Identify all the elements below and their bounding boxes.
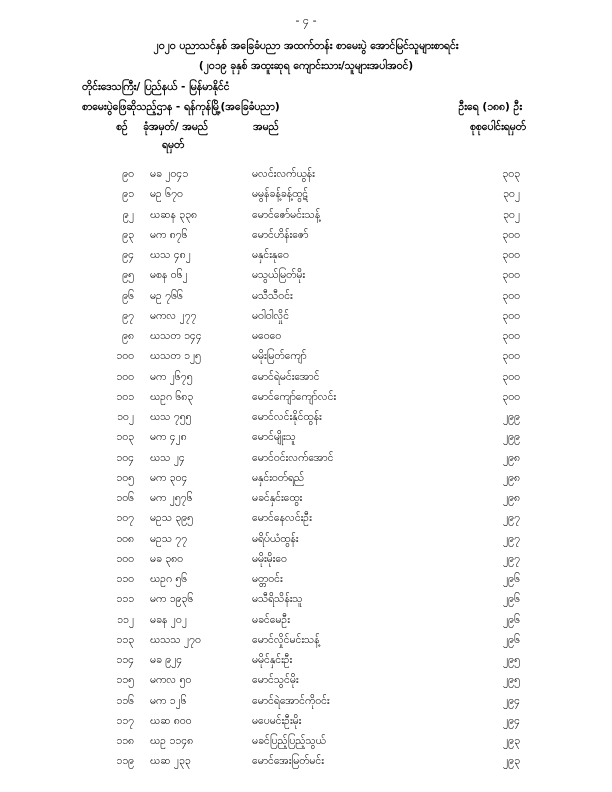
name-cell: မောင်ကျော်ကျော်လင်း bbox=[252, 390, 337, 403]
serial-no-cell: ၉၈ bbox=[122, 330, 134, 342]
serial-no-cell: ၉၇ bbox=[122, 309, 134, 322]
roll-number-cell: ဃဆ ၈၀၀ bbox=[150, 714, 192, 727]
serial-no-cell: ၁၀၂ bbox=[117, 411, 134, 423]
serial-no-cell: ၉၂ bbox=[122, 208, 134, 221]
name-cell: မမိုးမြတ်ကျော် bbox=[252, 350, 307, 363]
table-row bbox=[0, 330, 612, 350]
serial-no-cell: ၁၀၄ bbox=[116, 451, 134, 464]
roll-number-cell: ဃသတ ၁၄၄ bbox=[150, 330, 202, 342]
serial-no-cell: ၁၁၆ bbox=[116, 694, 134, 707]
name-cell: မောင်ဝင်းလက်အောင် bbox=[252, 451, 334, 464]
name-cell: မခင်ပြည့်ပြည့်သွယ် bbox=[252, 735, 326, 747]
document-subtitle: (၂၀၁၉ ခုနှစ် အထူးဆုရ ကျောင်းသား/သူများအပါအဝင်) bbox=[198, 60, 414, 72]
name-cell: မခင်နှင်းထွေး bbox=[252, 492, 303, 504]
table-row bbox=[0, 310, 612, 330]
score-cell: ၂၉၃ bbox=[503, 755, 520, 768]
serial-no-cell: ၁၁၄ bbox=[116, 654, 134, 666]
results-table bbox=[0, 168, 612, 776]
roll-number-cell: မက ၂၆၇၅ bbox=[150, 370, 193, 383]
score-cell: ၂၉၆ bbox=[503, 633, 520, 646]
roll-number-cell: ဃဥဂ ၆၈၃ bbox=[150, 390, 194, 403]
serial-no-cell: ၉၃ bbox=[122, 228, 134, 241]
serial-no-cell: ၁၁၁ bbox=[116, 593, 134, 606]
name-cell: မောင်မျိုးသူ bbox=[252, 431, 296, 444]
name-cell: မနှင်းနုဝေ bbox=[252, 249, 289, 261]
table-row bbox=[0, 249, 612, 269]
name-cell: မောင်နေလင်းဦး bbox=[252, 512, 312, 525]
name-cell: မခင်မေဦး bbox=[252, 613, 290, 626]
roll-number-cell: မဥသ ၇၇ bbox=[150, 532, 188, 545]
serial-no-cell: ၁၀၃ bbox=[116, 431, 134, 444]
score-cell: ၂၉၇ bbox=[503, 532, 520, 545]
score-cell: ၃၀၀ bbox=[502, 350, 520, 363]
exam-center-line: စာမေးပွဲဖြေဆိုသည့်ဌာန - ရန်ကုန်မြို့(အခြေခံပညာ) bbox=[82, 101, 280, 113]
score-cell: ၂၉၆ bbox=[503, 593, 520, 606]
serial-no-cell: ၁၀၅ bbox=[116, 471, 134, 484]
score-cell: ၃၀၀ bbox=[502, 289, 520, 302]
name-cell: မဝေဝေ bbox=[252, 330, 282, 342]
table-row bbox=[0, 634, 612, 654]
name-cell: မဝါဝါလှိုင် bbox=[252, 309, 290, 322]
score-cell: ၂၉၈ bbox=[502, 471, 520, 484]
name-cell: မတ္တဝင်း bbox=[252, 573, 283, 585]
name-cell: မမိုင်နှင်းဦး bbox=[252, 654, 293, 666]
roll-number-cell: မစန ၀၆၂ bbox=[150, 269, 188, 282]
serial-no-cell: ၁၁၂ bbox=[117, 613, 134, 626]
serial-no-cell: ၁၀၀ bbox=[116, 350, 134, 363]
table-row bbox=[0, 431, 612, 451]
name-cell: မောင်အေးမြတ်မင်း bbox=[252, 755, 324, 768]
name-cell: မနှင်းဝတ်ရည် bbox=[252, 471, 305, 484]
roll-number-cell: ဃသ ၇၅၅ bbox=[150, 411, 192, 423]
table-row bbox=[0, 755, 612, 775]
score-cell: ၃၀၃ bbox=[502, 168, 520, 180]
roll-number-cell: မဥ ၆၇၀ bbox=[150, 188, 183, 201]
score-cell: ၂၉၅ bbox=[503, 654, 520, 666]
serial-no-cell: ၁၀၈ bbox=[116, 532, 134, 545]
roll-number-cell: ဃသ ၄၈၂ bbox=[150, 249, 191, 261]
table-row bbox=[0, 573, 612, 593]
score-cell: ၂၉၄ bbox=[503, 714, 520, 727]
roll-number-cell: မဥသ ၃၉၅ bbox=[150, 512, 194, 525]
table-row bbox=[0, 188, 612, 208]
name-cell: မမိုးမိုးဝေ bbox=[252, 552, 287, 565]
serial-no-cell: ၁၁၅ bbox=[116, 674, 134, 687]
roll-number-cell: ဃဆ ၂၃၃ bbox=[150, 755, 191, 768]
table-row bbox=[0, 452, 612, 472]
serial-no-cell: ၁၀၀ bbox=[116, 552, 134, 565]
serial-no-cell: ၁၀၁ bbox=[116, 390, 134, 403]
table-row bbox=[0, 553, 612, 573]
table-row bbox=[0, 533, 612, 553]
table-row bbox=[0, 593, 612, 613]
score-cell: ၂၉၃ bbox=[503, 735, 520, 747]
roll-number-cell: မခန ၂၀၂ bbox=[150, 613, 187, 626]
serial-no-cell: ၁၀၇ bbox=[116, 512, 134, 525]
roll-number-cell: မက ၄၂၈ bbox=[150, 431, 187, 444]
name-cell: မသီရိသိန်းသူ bbox=[252, 593, 303, 606]
roll-number-cell: ဃသတ ၁၂၅ bbox=[150, 350, 201, 363]
score-cell: ၃၀၂ bbox=[503, 188, 520, 201]
header-name: အမည် bbox=[253, 121, 279, 133]
roll-number-cell: ဃသ ၂၄ bbox=[150, 451, 185, 464]
header-total-score: စုစုပေါင်းရမှတ် bbox=[469, 121, 526, 133]
page-number: - ၄ - bbox=[295, 14, 317, 27]
table-row bbox=[0, 492, 612, 512]
score-cell: ၃၀၀ bbox=[502, 330, 520, 342]
serial-no-cell: ၉၀ bbox=[122, 168, 134, 180]
serial-no-cell: ၁၀၀ bbox=[116, 370, 134, 383]
roll-number-cell: ဃသသ ၂၇၀ bbox=[150, 633, 201, 646]
table-row bbox=[0, 654, 612, 674]
name-cell: မသီသီဝင်း bbox=[252, 289, 293, 302]
table-row bbox=[0, 229, 612, 249]
header-roll-number-line2: ရမှတ် bbox=[162, 139, 185, 151]
table-row bbox=[0, 674, 612, 694]
serial-no-cell: ၁၀၆ bbox=[116, 492, 134, 504]
document-title: ၂၀၂၀ ပညာသင်နှစ် အခြေခံပညာ အထက်တန်း စာမေးပွဲ အောင်မြင်သူများစာရင်း bbox=[153, 40, 459, 52]
score-cell: ၂၉၆ bbox=[503, 613, 520, 626]
name-cell: မောင်ရဲအောင်ကိုဝင်း bbox=[252, 694, 330, 707]
roll-number-cell: မက ၂၅၇၆ bbox=[150, 492, 193, 504]
roll-number-cell: မဥ ၇၆၆ bbox=[150, 289, 183, 302]
roll-number-cell: မက ၁၉၃၆ bbox=[150, 593, 194, 606]
name-cell: မောင်ဟိန်းဇော် bbox=[252, 228, 309, 241]
score-cell: ၂၉၅ bbox=[503, 674, 520, 687]
table-row bbox=[0, 411, 612, 431]
name-cell: မောင်သွင်မိုး bbox=[252, 674, 299, 687]
table-row bbox=[0, 472, 612, 492]
serial-no-cell: ၁၁၇ bbox=[116, 714, 134, 727]
roll-number-cell: ဃဥဂ ၅၆ bbox=[150, 573, 188, 585]
score-cell: ၂၉၈ bbox=[502, 492, 520, 504]
header-serial-no: စဉ် bbox=[116, 121, 128, 133]
name-cell: မောင်လင်းနိုင်ထွန်း bbox=[252, 411, 322, 423]
name-cell: မပေမင်းဦးမိုး bbox=[252, 714, 302, 727]
score-cell: ၂၉၇ bbox=[503, 552, 520, 565]
table-row bbox=[0, 715, 612, 735]
serial-no-cell: ၉၁ bbox=[122, 188, 134, 201]
roll-number-cell: ဃဆန ၃၃၈ bbox=[150, 208, 197, 221]
name-cell: မလင်းလက်ယွန်း bbox=[252, 168, 315, 180]
score-cell: ၂၉၄ bbox=[503, 694, 520, 707]
score-cell: ၃၀၀ bbox=[502, 370, 520, 383]
roll-number-cell: မက ၈၇၆ bbox=[150, 228, 188, 241]
serial-no-cell: ၁၁၉ bbox=[116, 755, 134, 768]
score-cell: ၃၀၀ bbox=[502, 390, 520, 403]
table-row bbox=[0, 168, 612, 188]
roll-number-cell: ဃဥ ၁၁၄၈ bbox=[150, 735, 194, 747]
table-row bbox=[0, 290, 612, 310]
table-row bbox=[0, 695, 612, 715]
serial-no-cell: ၉၆ bbox=[122, 289, 134, 302]
name-cell: မသွယ်မြတ်မိုး bbox=[252, 269, 305, 282]
table-row bbox=[0, 512, 612, 532]
table-row bbox=[0, 735, 612, 755]
table-row bbox=[0, 391, 612, 411]
name-cell: မောင်လှိုင်မင်းသန့် bbox=[252, 633, 320, 646]
serial-no-cell: ၁၁၀ bbox=[116, 573, 134, 585]
table-row bbox=[0, 614, 612, 634]
score-cell: ၃၀၂ bbox=[503, 208, 520, 221]
roll-number-cell: မက ၁၂၆ bbox=[150, 694, 187, 707]
score-cell: ၃၀၀ bbox=[502, 269, 520, 282]
roll-number-cell: မခ ၂၀၄၁ bbox=[150, 168, 189, 180]
score-cell: ၃၀၀ bbox=[502, 309, 520, 322]
name-cell: မောင်ဇော်မင်းသန့် bbox=[252, 208, 321, 221]
candidate-count: ဦးရေ (၁၈၈) ဦး bbox=[458, 101, 522, 113]
serial-no-cell: ၁၁၈ bbox=[116, 735, 134, 747]
roll-number-cell: မက ၃၀၄ bbox=[150, 471, 188, 484]
roll-number-cell: မကလ ၅၀ bbox=[150, 674, 192, 687]
score-cell: ၂၉၉ bbox=[503, 431, 520, 444]
header-roll-number: ခုံအမှတ်/ အမည် bbox=[143, 121, 209, 133]
score-cell: ၃၀၀ bbox=[502, 228, 520, 241]
name-cell: မောင်ရဲမင်းအောင် bbox=[252, 370, 320, 383]
score-cell: ၂၉၆ bbox=[503, 573, 520, 585]
table-row bbox=[0, 350, 612, 370]
name-cell: မရိပ်ယံထွန်း bbox=[252, 532, 299, 545]
score-cell: ၂၉၉ bbox=[503, 411, 520, 423]
score-cell: ၂၉၈ bbox=[502, 451, 520, 464]
serial-no-cell: ၉၄ bbox=[122, 249, 134, 261]
table-row bbox=[0, 209, 612, 229]
roll-number-cell: မခ ၉၂၄ bbox=[150, 654, 183, 666]
table-row bbox=[0, 269, 612, 289]
score-cell: ၃၀၀ bbox=[502, 249, 520, 261]
roll-number-cell: မကလ ၂၇၇ bbox=[150, 309, 197, 322]
roll-number-cell: မခ ၃၈၀ bbox=[150, 552, 184, 565]
serial-no-cell: ၉၅ bbox=[122, 269, 134, 282]
table-row bbox=[0, 371, 612, 391]
score-cell: ၂၉၇ bbox=[503, 512, 520, 525]
serial-no-cell: ၁၁၃ bbox=[116, 633, 134, 646]
name-cell: မမွန်ခန့်ခန့်ထွဋ် bbox=[252, 188, 309, 201]
location-line: တိုင်းဒေသကြီး/ ပြည်နယ် - မြန်မာနိုင်ငံ bbox=[82, 81, 230, 93]
